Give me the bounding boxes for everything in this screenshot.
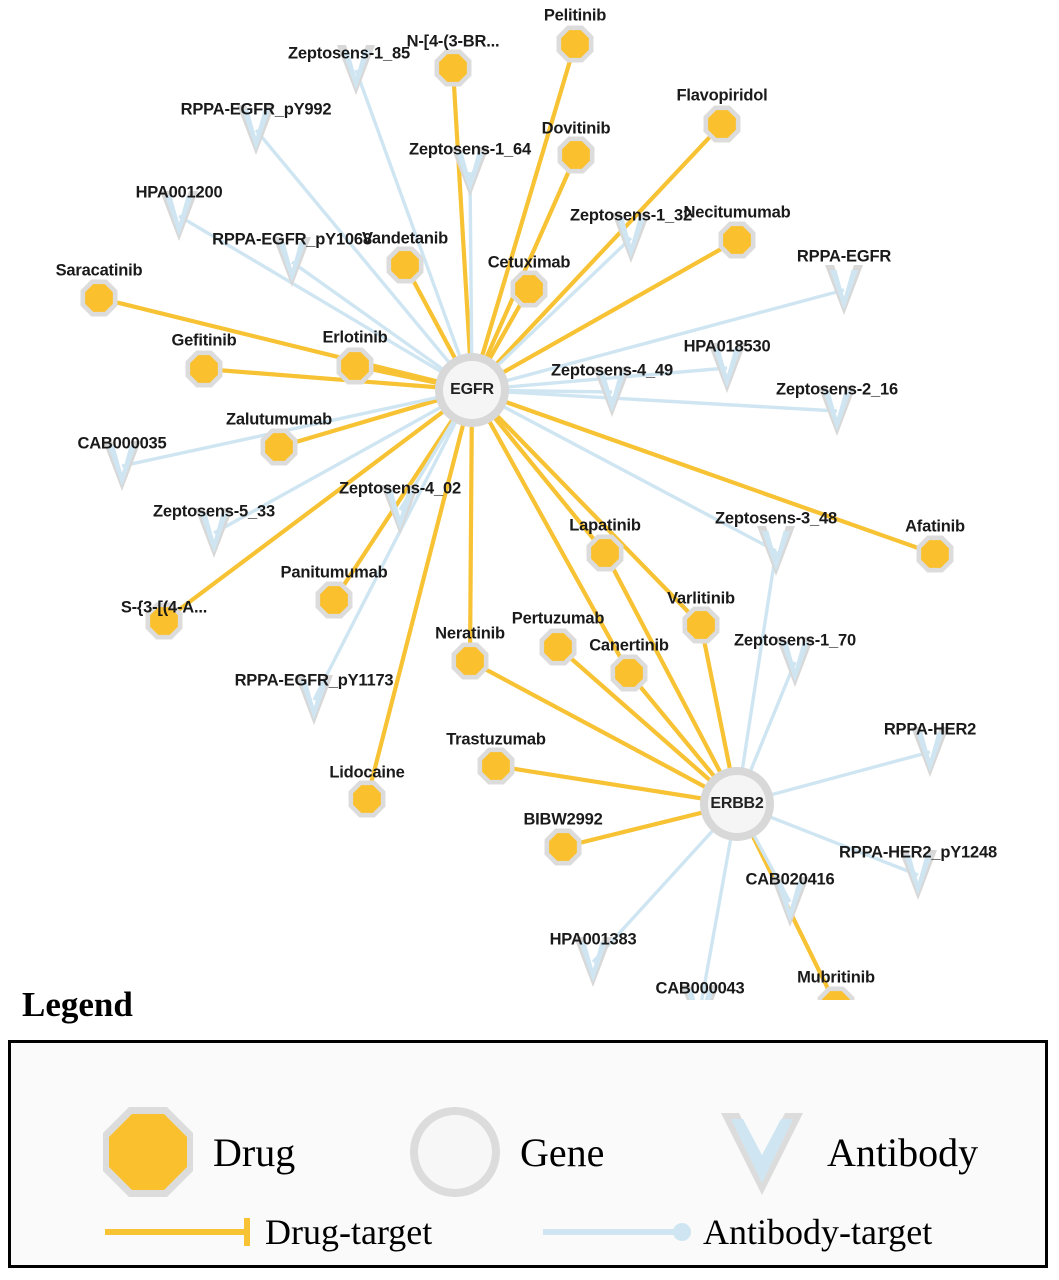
antibody-node-label: RPPA-EGFR_pY1068 [212,230,372,249]
antibody-node-label: HPA018530 [683,337,771,356]
drug-target-edge-icon [101,1214,257,1250]
drug-node-label: Dovitinib [541,119,611,138]
antibody-node-label: Zeptosens-4_49 [551,361,673,380]
legend-antibody [711,1101,978,1203]
drug-node[interactable] [81,280,118,317]
drug-node-label: Vandetanib [361,229,449,248]
legend-box [8,1040,1048,1268]
drug-node-label: Canertinib [589,636,669,655]
drug-node-label: Lidocaine [329,763,405,782]
legend-title: Legend [22,985,133,1024]
legend-drug-label: Drug [213,1129,296,1175]
drug-node-label: Erlotinib [322,328,388,347]
drug-node[interactable] [186,351,223,388]
drug-node-label: Saracatinib [55,261,143,280]
drug-node[interactable] [337,348,374,385]
antibody-node-label: RPPA-EGFR_pY1173 [234,671,394,690]
drug-node-label: Pertuzumab [511,609,605,628]
drug-node[interactable] [557,26,594,63]
drug-node-label: Pelitinib [543,6,607,25]
drug-node[interactable] [611,655,648,692]
drug-node-label: N-[4-(3-BR... [406,32,500,51]
drug-node[interactable] [719,222,756,259]
drug-node[interactable] [452,643,489,680]
chevron-down-icon [711,1101,813,1203]
drug-node[interactable] [587,535,624,572]
legend-drug [97,1101,295,1203]
drug-node-label: Mubritinib [797,968,875,987]
drug-node[interactable] [704,106,741,143]
antibody-node-label: HPA001200 [135,183,223,202]
drug-node-label: Neratinib [435,624,505,643]
drug-node-label: Lapatinib [569,516,641,535]
antibody-node-label: Zeptosens-5_33 [153,502,275,521]
antibody-node-label: CAB000043 [655,979,745,998]
drug-node[interactable] [478,748,515,785]
drug-node-label: Gefitinib [171,331,237,350]
antibody-node-label: CAB000035 [77,434,167,453]
legend-gene-label: Gene [520,1129,605,1175]
drug-node[interactable] [683,607,720,644]
gene-node-label: EGFR [450,381,494,398]
gene-node-label: ERBB2 [710,795,764,812]
drug-node-label: S-{3-[(4-A... [120,598,208,617]
antibody-node-label: Zeptosens-1_70 [734,631,856,650]
antibody-node-label: RPPA-HER2_pY1248 [839,843,997,862]
antibody-node-label: Zeptosens-3_48 [715,509,837,528]
antibody-node-label: CAB020416 [745,870,835,889]
drug-node[interactable] [917,536,954,573]
antibody-node-label: RPPA-EGFR_pY992 [180,100,332,119]
drug-node-label: Varlitinib [667,589,735,608]
drug-node[interactable] [545,829,582,866]
antibody-node-label: Zeptosens-1_64 [409,140,531,159]
octagon-icon [97,1101,199,1203]
antibody-node-label: Zeptosens-4_02 [339,479,461,498]
drug-node-label: Flavopiridol [676,86,768,105]
legend-drug-target-edge [101,1211,432,1253]
antibody-target-edge-icon [539,1214,695,1250]
drug-node[interactable] [349,781,386,818]
drug-node-label: BIBW2992 [523,810,603,829]
antibody-node-label: RPPA-EGFR [796,247,892,266]
legend-drug-target-label: Drug-target [265,1212,433,1252]
legend-gene [404,1101,604,1203]
drug-node[interactable] [818,987,855,1000]
drug-node[interactable] [540,629,577,666]
drug-node-label: Panitumumab [280,563,388,582]
drug-node[interactable] [558,137,595,174]
drug-node[interactable] [261,429,298,466]
drug-target-edge [470,390,472,661]
drug-node[interactable] [511,271,548,308]
antibody-target-edge [737,551,776,804]
circle-icon [404,1101,506,1203]
legend-antibody-target-label: Antibody-target [703,1212,933,1252]
antibody-node-label: Zeptosens-1_32 [570,206,692,225]
drug-node[interactable] [387,247,424,284]
antibody-node-label: Zeptosens-2_16 [776,380,898,399]
drug-node[interactable] [435,50,472,87]
antibody-target-edge [314,390,472,700]
drug-node-label: Trastuzumab [446,730,546,749]
drug-node[interactable] [316,582,353,619]
legend-antibody-label: Antibody [827,1129,979,1175]
drug-node-label: Necitumumab [683,203,791,222]
antibody-node-label: RPPA-HER2 [883,720,977,739]
drug-node-label: Afatinib [905,517,965,536]
legend-antibody-target-edge [539,1211,932,1253]
antibody-node-label: Zeptosens-1_85 [288,44,410,63]
drug-node-label: Zalutumumab [226,410,332,429]
drug-node-label: Cetuximab [487,253,571,272]
antibody-node-label: HPA001383 [549,930,637,949]
